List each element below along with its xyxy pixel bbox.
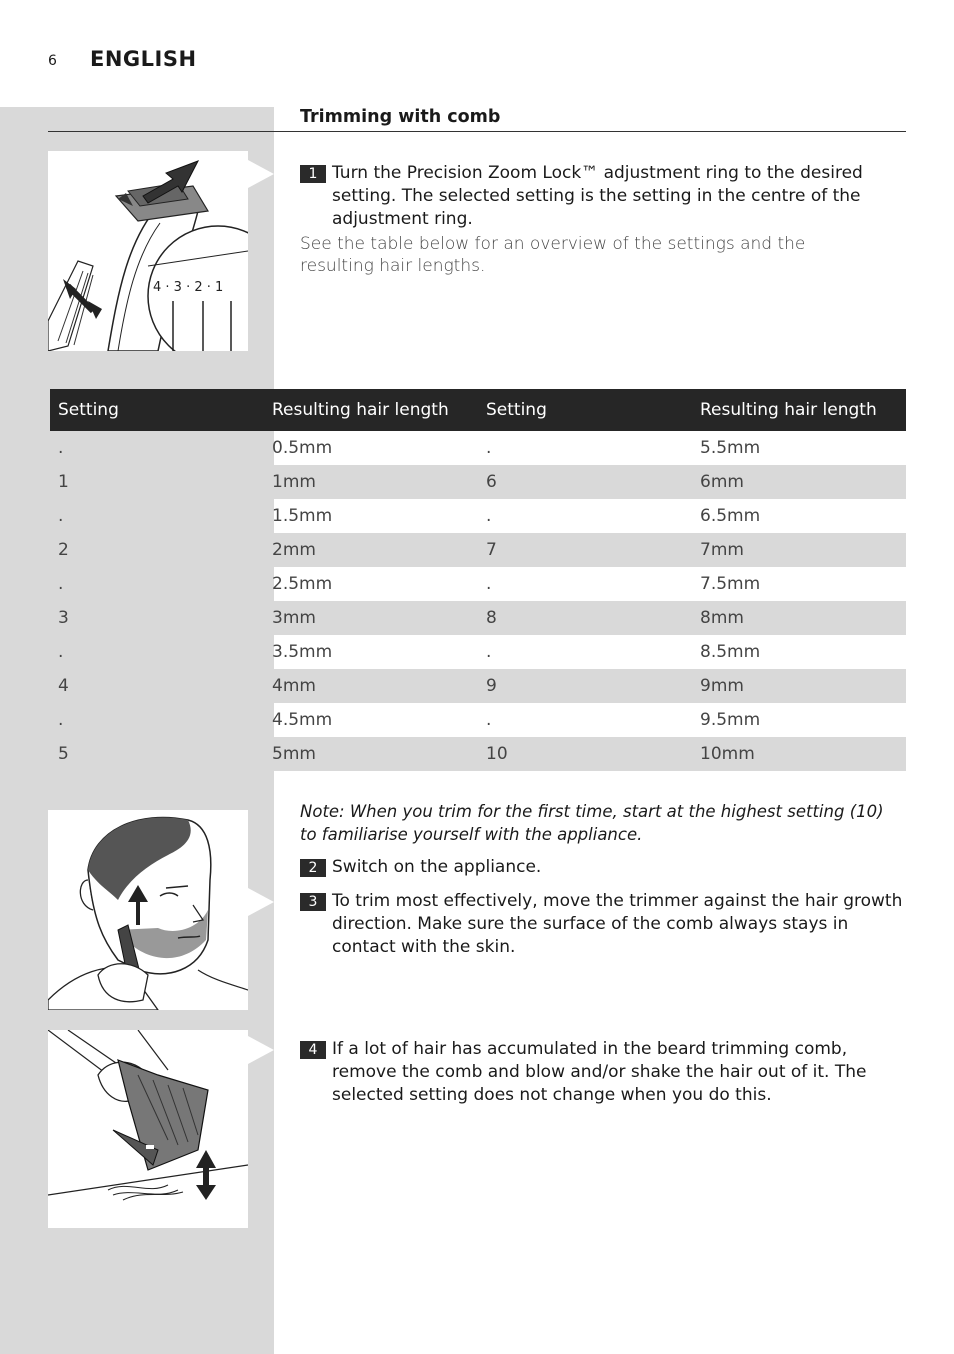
table-cell: 10mm — [692, 737, 906, 771]
table-row — [50, 635, 906, 669]
table-cell: 10 — [478, 737, 692, 771]
table-cell: . — [486, 642, 492, 662]
step-number: 1 — [300, 165, 326, 183]
step-number: 2 — [300, 859, 326, 877]
language-heading: ENGLISH — [90, 47, 197, 71]
table-cell: . — [58, 438, 64, 458]
man-trimming-beard-illustration — [48, 810, 248, 1010]
table-cell: . — [58, 710, 64, 730]
step-number: 4 — [300, 1041, 326, 1059]
figure-pointer — [248, 160, 274, 188]
table-row — [50, 567, 906, 601]
step-number: 3 — [300, 893, 326, 911]
table-row — [50, 601, 906, 635]
table-row — [50, 465, 906, 499]
table-cell: . — [486, 506, 492, 526]
table-cell: . — [486, 438, 492, 458]
table-cell: 4.5mm — [272, 710, 333, 730]
step-text: If a lot of hair has accumulated in the beard trimming comb, remove the comb and blow and/or shake the hair out of it. The selected setting does not change when you do this. — [332, 1039, 867, 1105]
table-cell: 3 — [50, 601, 264, 635]
table-cell: 6 — [478, 465, 692, 499]
table-cell: 4mm — [264, 669, 478, 703]
table-cell: 0.5mm — [272, 438, 333, 458]
table-header-cell: Setting — [50, 389, 264, 431]
step-2 — [300, 856, 910, 879]
table-cell: 2 — [50, 533, 264, 567]
table-cell: 9mm — [692, 669, 906, 703]
step-text: Turn the Precision Zoom Lock™ adjustment ring to the desired setting. The selected setting is the setting in the centre of the adjustment ring. — [332, 163, 863, 229]
step-text: To trim most effectively, move the trimmer against the hair growth direction. Make sure the surface of the comb always stays in contact with the skin. — [332, 891, 903, 957]
settings-table — [50, 389, 906, 771]
table-cell: 4 — [50, 669, 264, 703]
table-cell: 3.5mm — [272, 642, 333, 662]
table-cell: . — [486, 710, 492, 730]
table-row — [50, 499, 906, 533]
table-cell: 2.5mm — [272, 574, 333, 594]
table-cell: 5mm — [264, 737, 478, 771]
step-1 — [300, 162, 910, 231]
figure-pointer — [248, 888, 274, 916]
table-cell: . — [486, 574, 492, 594]
step-text: Switch on the appliance. — [332, 857, 542, 877]
step-3 — [300, 890, 910, 959]
table-cell: 8 — [478, 601, 692, 635]
table-cell: 9.5mm — [700, 710, 761, 730]
table-cell: 7.5mm — [700, 574, 761, 594]
table-cell: . — [58, 642, 64, 662]
table-cell: 9 — [478, 669, 692, 703]
dial-setting-label: 4 · 3 · 2 · 1 — [153, 280, 224, 295]
table-cell: 2mm — [264, 533, 478, 567]
table-cell: 7 — [478, 533, 692, 567]
table-cell: . — [58, 574, 64, 594]
table-cell: 5 — [50, 737, 264, 771]
table-row — [50, 737, 906, 771]
table-header-row — [50, 389, 906, 431]
table-cell: 1mm — [264, 465, 478, 499]
table-row — [50, 703, 906, 737]
table-header-cell: Resulting hair length — [692, 389, 906, 431]
table-row — [50, 533, 906, 567]
table-cell: 5.5mm — [700, 438, 761, 458]
table-cell: 7mm — [692, 533, 906, 567]
figure-pointer — [248, 1036, 274, 1064]
table-cell: . — [58, 506, 64, 526]
table-header-cell: Setting — [478, 389, 692, 431]
table-row — [50, 669, 906, 703]
step-4 — [300, 1038, 910, 1107]
table-intro-text: See the table below for an overview of the settings and the resulting hair lengths. — [300, 234, 806, 276]
table-cell: 8mm — [692, 601, 906, 635]
table-cell: 6.5mm — [700, 506, 761, 526]
comb-cleaning-illustration — [48, 1030, 248, 1228]
table-cell: 1.5mm — [272, 506, 333, 526]
section-divider — [48, 131, 906, 132]
note-text: Note: When you trim for the first time, start at the highest setting (10) to familiarise yourself with the appliance. — [300, 802, 884, 844]
table-cell: 6mm — [692, 465, 906, 499]
page-number: 6 — [48, 53, 57, 69]
table-header-cell: Resulting hair length — [264, 389, 478, 431]
table-row — [50, 431, 906, 465]
table-cell: 3mm — [264, 601, 478, 635]
section-title: Trimming with comb — [300, 107, 501, 127]
table-cell: 8.5mm — [700, 642, 761, 662]
trimmer-adjustment-illustration — [48, 151, 248, 351]
table-cell: 1 — [50, 465, 264, 499]
